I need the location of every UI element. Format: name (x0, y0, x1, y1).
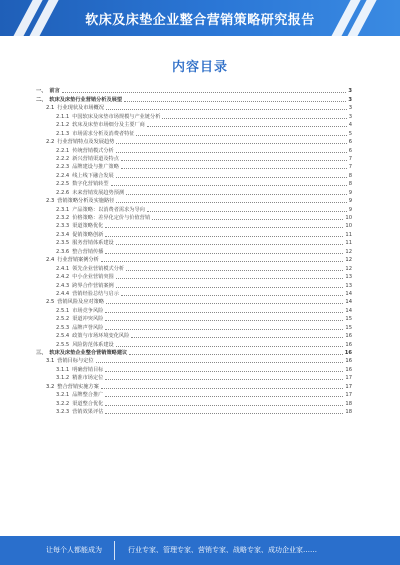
toc-entry-text: 整合营销实施方案 (57, 383, 99, 390)
toc-entry-number: 2.2.5 (56, 181, 70, 188)
toc-entry-label (56, 409, 103, 415)
toc-entry-number: 2.5.2 (56, 316, 70, 323)
footer-tagline: 行业专家、管理专家、营销专家、战略专家、成功企业家…… (128, 546, 317, 554)
toc-entry-text: 市场需求分析及消费者特征 (72, 130, 135, 137)
toc-entry-label (56, 215, 150, 221)
toc-entry-label (56, 190, 124, 196)
toc-entry-number: 3.1.1 (56, 366, 70, 373)
toc-entry-label (56, 122, 145, 128)
toc-leader-dots (111, 185, 347, 186)
toc-entry-label (56, 156, 119, 162)
toc-entry[interactable] (36, 263, 352, 271)
toc-entry-label (56, 164, 119, 170)
toc-entry-text: 营销目标与定位 (57, 358, 94, 365)
toc-entry-label (46, 358, 94, 364)
toc-entry-number: 2.2.6 (56, 189, 70, 196)
toc-entry-text: 营销风险及应对策略 (57, 299, 104, 306)
toc-page-number: 14 (345, 290, 352, 297)
toc-page-number: 12 (345, 248, 352, 255)
toc-leader-dots (101, 261, 344, 262)
toc-entry-text: 未来营销发展趋势预测 (72, 189, 125, 196)
toc-leader-dots (116, 143, 346, 144)
toc-entry[interactable] (36, 128, 352, 136)
toc-page-number: 14 (345, 299, 352, 306)
toc-leader-dots (152, 219, 343, 220)
toc-entry[interactable] (36, 272, 352, 280)
toc-entry-number: 2.3.6 (56, 248, 70, 255)
report-title: 软床及床垫企业整合营销策略研究报告 (85, 13, 315, 28)
toc-leader-dots (147, 126, 347, 127)
toc-entry[interactable] (36, 170, 352, 178)
toc-entry[interactable] (36, 204, 352, 212)
toc-entry-text: 领先企业营销模式分析 (72, 265, 125, 272)
toc-entry-label (56, 266, 124, 272)
toc-leader-dots (101, 388, 344, 389)
toc-leader-dots (105, 253, 343, 254)
toc-entry-label (46, 139, 114, 145)
toc-entry[interactable] (36, 145, 352, 153)
toc-entry-label (56, 274, 114, 280)
toc-entry-text: 整合营销传播 (72, 248, 104, 255)
toc-entry[interactable] (36, 196, 352, 204)
toc-entry[interactable] (36, 364, 352, 372)
toc-entry-text: 品牌建设与推广策略 (72, 164, 119, 171)
toc-entry[interactable] (36, 322, 352, 330)
toc-page-number: 18 (345, 409, 352, 416)
toc-entry-number: 2.1.2 (56, 122, 70, 129)
toc-leader-dots (116, 287, 344, 288)
toc-entry-number: 一、 (36, 88, 47, 95)
toc-entry[interactable] (36, 314, 352, 322)
toc-entry-label (56, 114, 160, 120)
toc-entry-number: 2.4.2 (56, 274, 70, 281)
toc-entry-label (56, 249, 103, 255)
toc-entry[interactable] (36, 86, 352, 94)
toc-entry-number: 2.5.5 (56, 341, 70, 348)
toc-entry-number: 3.2.2 (56, 400, 70, 407)
toc-entry[interactable] (36, 103, 352, 111)
toc-entry[interactable] (36, 238, 352, 246)
toc-entry-label (56, 316, 103, 322)
toc-entry-label (56, 401, 103, 407)
toc-entry-text: 营销策略分析及实施路径 (57, 198, 115, 205)
toc-entry-number: 2.3 (46, 198, 55, 205)
toc-page-number: 16 (345, 333, 352, 340)
toc-page-number: 7 (348, 155, 352, 162)
toc-entry-number: 2.5.1 (56, 307, 70, 314)
toc-entry[interactable] (36, 390, 352, 398)
toc-entry[interactable] (36, 289, 352, 297)
toc-entry-text: 软床及床垫市场细分及主要厂商 (72, 122, 145, 129)
toc-entry-label (56, 232, 103, 238)
toc-entry-text: 营销效果评估 (72, 409, 104, 416)
toc-entry-text: 渠道策略优化 (72, 223, 104, 230)
toc-leader-dots (136, 135, 346, 136)
toc-entry-text: 风险防范体系建设 (72, 341, 114, 348)
toc-entry-number: 3.1 (46, 358, 55, 365)
toc-entry[interactable] (36, 297, 352, 305)
toc-leader-dots (105, 413, 343, 414)
toc-entry-label (46, 198, 114, 204)
toc-entry-text: 价格策略：差异化定价与价值营销 (72, 215, 151, 221)
toc-leader-dots (105, 396, 343, 397)
toc-entry-number: 3.1.2 (56, 375, 70, 382)
toc-entry[interactable] (36, 187, 352, 195)
toc-entry-number: 3.2 (46, 383, 55, 390)
toc-entry-label (56, 283, 114, 289)
toc-entry[interactable] (36, 348, 352, 356)
toc-entry-text: 促销策略创新 (72, 231, 104, 238)
toc-entry-label (36, 350, 127, 356)
toc-leader-dots (126, 270, 343, 271)
toc-entry-text: 品牌声誉风险 (72, 324, 104, 331)
toc-leader-dots (147, 211, 347, 212)
toc-entry[interactable] (36, 356, 352, 364)
toc-entry-number: 二、 (36, 96, 47, 103)
toc-page-number: 11 (345, 240, 352, 247)
toc-leader-dots (121, 160, 347, 161)
toc-page-number: 3 (348, 96, 352, 103)
toc-entry-text: 精准市场定位 (72, 375, 104, 382)
toc-entry-text: 服务营销体系建设 (72, 240, 114, 247)
toc-entry[interactable] (36, 407, 352, 415)
toc-entry-number: 3.2.3 (56, 409, 70, 416)
toc-page-number: 14 (345, 307, 352, 314)
toc-entry-label (36, 88, 60, 94)
toc-entry-label (56, 223, 103, 229)
toc-entry-label (56, 342, 114, 348)
toc-entry-text: 品牌整合推广 (72, 392, 104, 399)
toc-entry-number: 2.5.3 (56, 324, 70, 331)
toc-page-number: 15 (345, 316, 352, 323)
toc-page-number: 4 (348, 122, 352, 129)
toc-leader-dots (116, 177, 347, 178)
toc-entry-text: 新兴营销渠道及特点 (72, 155, 119, 162)
toc-page-number: 6 (348, 139, 352, 146)
toc-entry-number: 2.5 (46, 299, 55, 306)
toc-leader-dots (105, 405, 343, 406)
toc-entry-label (56, 325, 103, 331)
toc-entry-label (56, 375, 103, 381)
toc-entry-number: 2.4 (46, 257, 55, 264)
toc-entry-number: 2.2.1 (56, 147, 70, 154)
toc-leader-dots (106, 303, 343, 304)
toc-entry-text: 线上线下融合发展 (72, 172, 114, 179)
toc-entry-label (56, 148, 114, 154)
footer-banner (0, 536, 400, 565)
toc-entry-label (36, 97, 122, 103)
toc-entry-number: 2.1.3 (56, 130, 70, 137)
toc-entry[interactable] (36, 137, 352, 145)
toc-entry-number: 2.2.3 (56, 164, 70, 171)
toc-entry-label (56, 131, 134, 137)
toc-entry[interactable] (36, 255, 352, 263)
toc-page-number: 5 (348, 130, 352, 137)
toc-entry-text: 明确营销目标 (72, 366, 104, 373)
toc-entry[interactable] (36, 381, 352, 389)
toc-page-number: 8 (348, 181, 352, 188)
toc-entry-label (56, 240, 114, 246)
toc-entry-number: 2.3.3 (56, 223, 70, 230)
toc-page-number: 12 (345, 257, 352, 264)
toc-entry-number: 三、 (36, 350, 47, 356)
toc-entry-number: 2.4.1 (56, 265, 70, 272)
toc-entry[interactable] (36, 162, 352, 170)
toc-entry-number: 2.1.1 (56, 113, 70, 120)
toc-leader-dots (106, 109, 347, 110)
toc-leader-dots (162, 118, 346, 119)
toc-leader-dots (105, 371, 343, 372)
toc-leader-dots (96, 362, 344, 363)
toc-entry[interactable] (36, 246, 352, 254)
toc-leader-dots (105, 379, 343, 380)
toc-entry-label (56, 291, 119, 297)
toc-entry-text: 行业营销案例分析 (57, 257, 99, 264)
toc-entry-number: 2.2 (46, 139, 55, 146)
toc-entry[interactable] (36, 120, 352, 128)
toc-entry-label (46, 257, 99, 263)
toc-entry-label (56, 181, 109, 187)
toc-page-number: 17 (345, 383, 352, 390)
toc-entry-number: 2.2.4 (56, 172, 70, 179)
toc-page-number: 13 (345, 282, 352, 289)
toc-entry[interactable] (36, 213, 352, 221)
toc-page-number: 3 (348, 113, 352, 120)
toc-entry-text: 产品策略：以消费者需求为导向 (72, 206, 145, 213)
toc-entry[interactable] (36, 373, 352, 381)
toc-entry-text: 前言 (49, 88, 60, 95)
toc-page-number: 16 (344, 350, 352, 356)
toc-entry-label (46, 105, 104, 111)
toc-page-number: 16 (345, 341, 352, 348)
toc-leader-dots (121, 295, 343, 296)
toc-entry-number: 2.3.4 (56, 231, 70, 238)
toc-page-number: 17 (345, 392, 352, 399)
toc-entry-label (56, 173, 114, 179)
toc-leader-dots (105, 227, 343, 228)
toc-entry-text: 市场竞争风险 (72, 307, 104, 314)
toc-leader-dots (116, 346, 344, 347)
toc-leader-dots (105, 329, 343, 330)
toc-entry-number: 3.2.1 (56, 392, 70, 399)
toc-leader-dots (121, 168, 347, 169)
toc-entry[interactable] (36, 111, 352, 119)
toc-entry-label (56, 207, 145, 213)
toc-entry-text: 行业营销特点及发展趋势 (57, 139, 115, 146)
toc-page-number: 6 (348, 147, 352, 154)
toc-entry-text: 营销经验总结与启示 (72, 290, 119, 297)
toc-entry-label (56, 333, 129, 339)
toc-page-number: 9 (348, 198, 352, 205)
toc-entry-text: 传统营销模式分析 (72, 147, 114, 154)
toc-entry-text: 中小企业营销突围 (72, 274, 114, 281)
toc-entry-number: 2.4.4 (56, 290, 70, 297)
toc-entry-text: 跨界合作营销案例 (72, 282, 114, 289)
toc-entry[interactable] (36, 229, 352, 237)
toc-entry-label (46, 299, 104, 305)
toc-entry-text: 政策与市场环境变化风险 (72, 333, 130, 340)
toc-entry-label (56, 308, 103, 314)
toc-leader-dots (105, 320, 343, 321)
toc-leader-dots (105, 312, 343, 313)
toc-page-number: 3 (348, 88, 352, 95)
toc-heading: 内容目录 (171, 60, 228, 75)
toc-page-number: 11 (345, 231, 352, 238)
toc-entry-number: 2.5.4 (56, 333, 70, 340)
toc-entry-text: 行业现状及市场概况 (57, 105, 104, 112)
toc-entry-text: 中国软床及床垫市场规模与产业链分析 (72, 113, 161, 120)
toc-entry-label (56, 367, 103, 373)
toc-entry[interactable] (36, 339, 352, 347)
toc-page-number: 12 (345, 265, 352, 272)
toc-leader-dots (129, 354, 343, 355)
toc-entry-number: 2.1 (46, 105, 55, 112)
toc-leader-dots (62, 92, 347, 93)
toc-entry[interactable] (36, 280, 352, 288)
toc-entry[interactable] (36, 94, 352, 102)
toc-entry-text: 渠道冲突风险 (72, 316, 104, 323)
toc-entry[interactable] (36, 179, 352, 187)
toc-page-number: 18 (345, 400, 352, 407)
toc-entry-text: 软床及床垫行业营销分析及展望 (49, 96, 123, 103)
toc-leader-dots (131, 337, 343, 338)
toc-page-number: 17 (345, 375, 352, 382)
toc-page-number: 10 (345, 223, 352, 230)
toc-page-number: 16 (345, 366, 352, 373)
toc-page-number: 8 (348, 172, 352, 179)
toc-page-number: 9 (348, 206, 352, 213)
toc-entry-number: 2.4.3 (56, 282, 70, 289)
toc-leader-dots (116, 278, 344, 279)
toc-entry[interactable] (36, 331, 352, 339)
toc-page-number: 13 (345, 274, 352, 281)
toc-entry[interactable] (36, 305, 352, 313)
toc-entry-label (56, 392, 103, 398)
toc-entry-text: 软床及床垫企业整合营销策略建议 (49, 350, 128, 356)
toc-entry-number: 2.3.5 (56, 240, 70, 247)
footer-slogan: 让每个人都能成为 (46, 546, 102, 554)
toc-entry-text: 渠道整合优化 (72, 400, 104, 407)
toc-page-number: 7 (348, 164, 352, 171)
toc-leader-dots (116, 202, 346, 203)
toc-page-number: 10 (345, 215, 352, 221)
toc-leader-dots (116, 244, 344, 245)
toc-entry[interactable] (36, 398, 352, 406)
toc-leader-dots (124, 101, 346, 102)
toc-leader-dots (116, 152, 347, 153)
toc-leader-dots (105, 236, 343, 237)
toc-page-number: 15 (345, 324, 352, 331)
toc-page-number: 9 (348, 189, 352, 196)
table-of-contents (36, 86, 352, 415)
toc-page-number: 16 (345, 358, 352, 365)
footer-divider (114, 541, 115, 560)
toc-entry-number: 2.2.2 (56, 155, 70, 162)
toc-entry[interactable] (36, 154, 352, 162)
toc-leader-dots (126, 194, 347, 195)
toc-page-number: 3 (348, 105, 352, 112)
report-header (0, 0, 400, 36)
toc-entry-number: 2.3.1 (56, 206, 70, 213)
toc-entry[interactable] (36, 221, 352, 229)
toc-entry-label (46, 384, 99, 390)
toc-entry-number: 2.3.2 (56, 215, 70, 221)
toc-entry-text: 数字化营销转型 (72, 181, 109, 188)
